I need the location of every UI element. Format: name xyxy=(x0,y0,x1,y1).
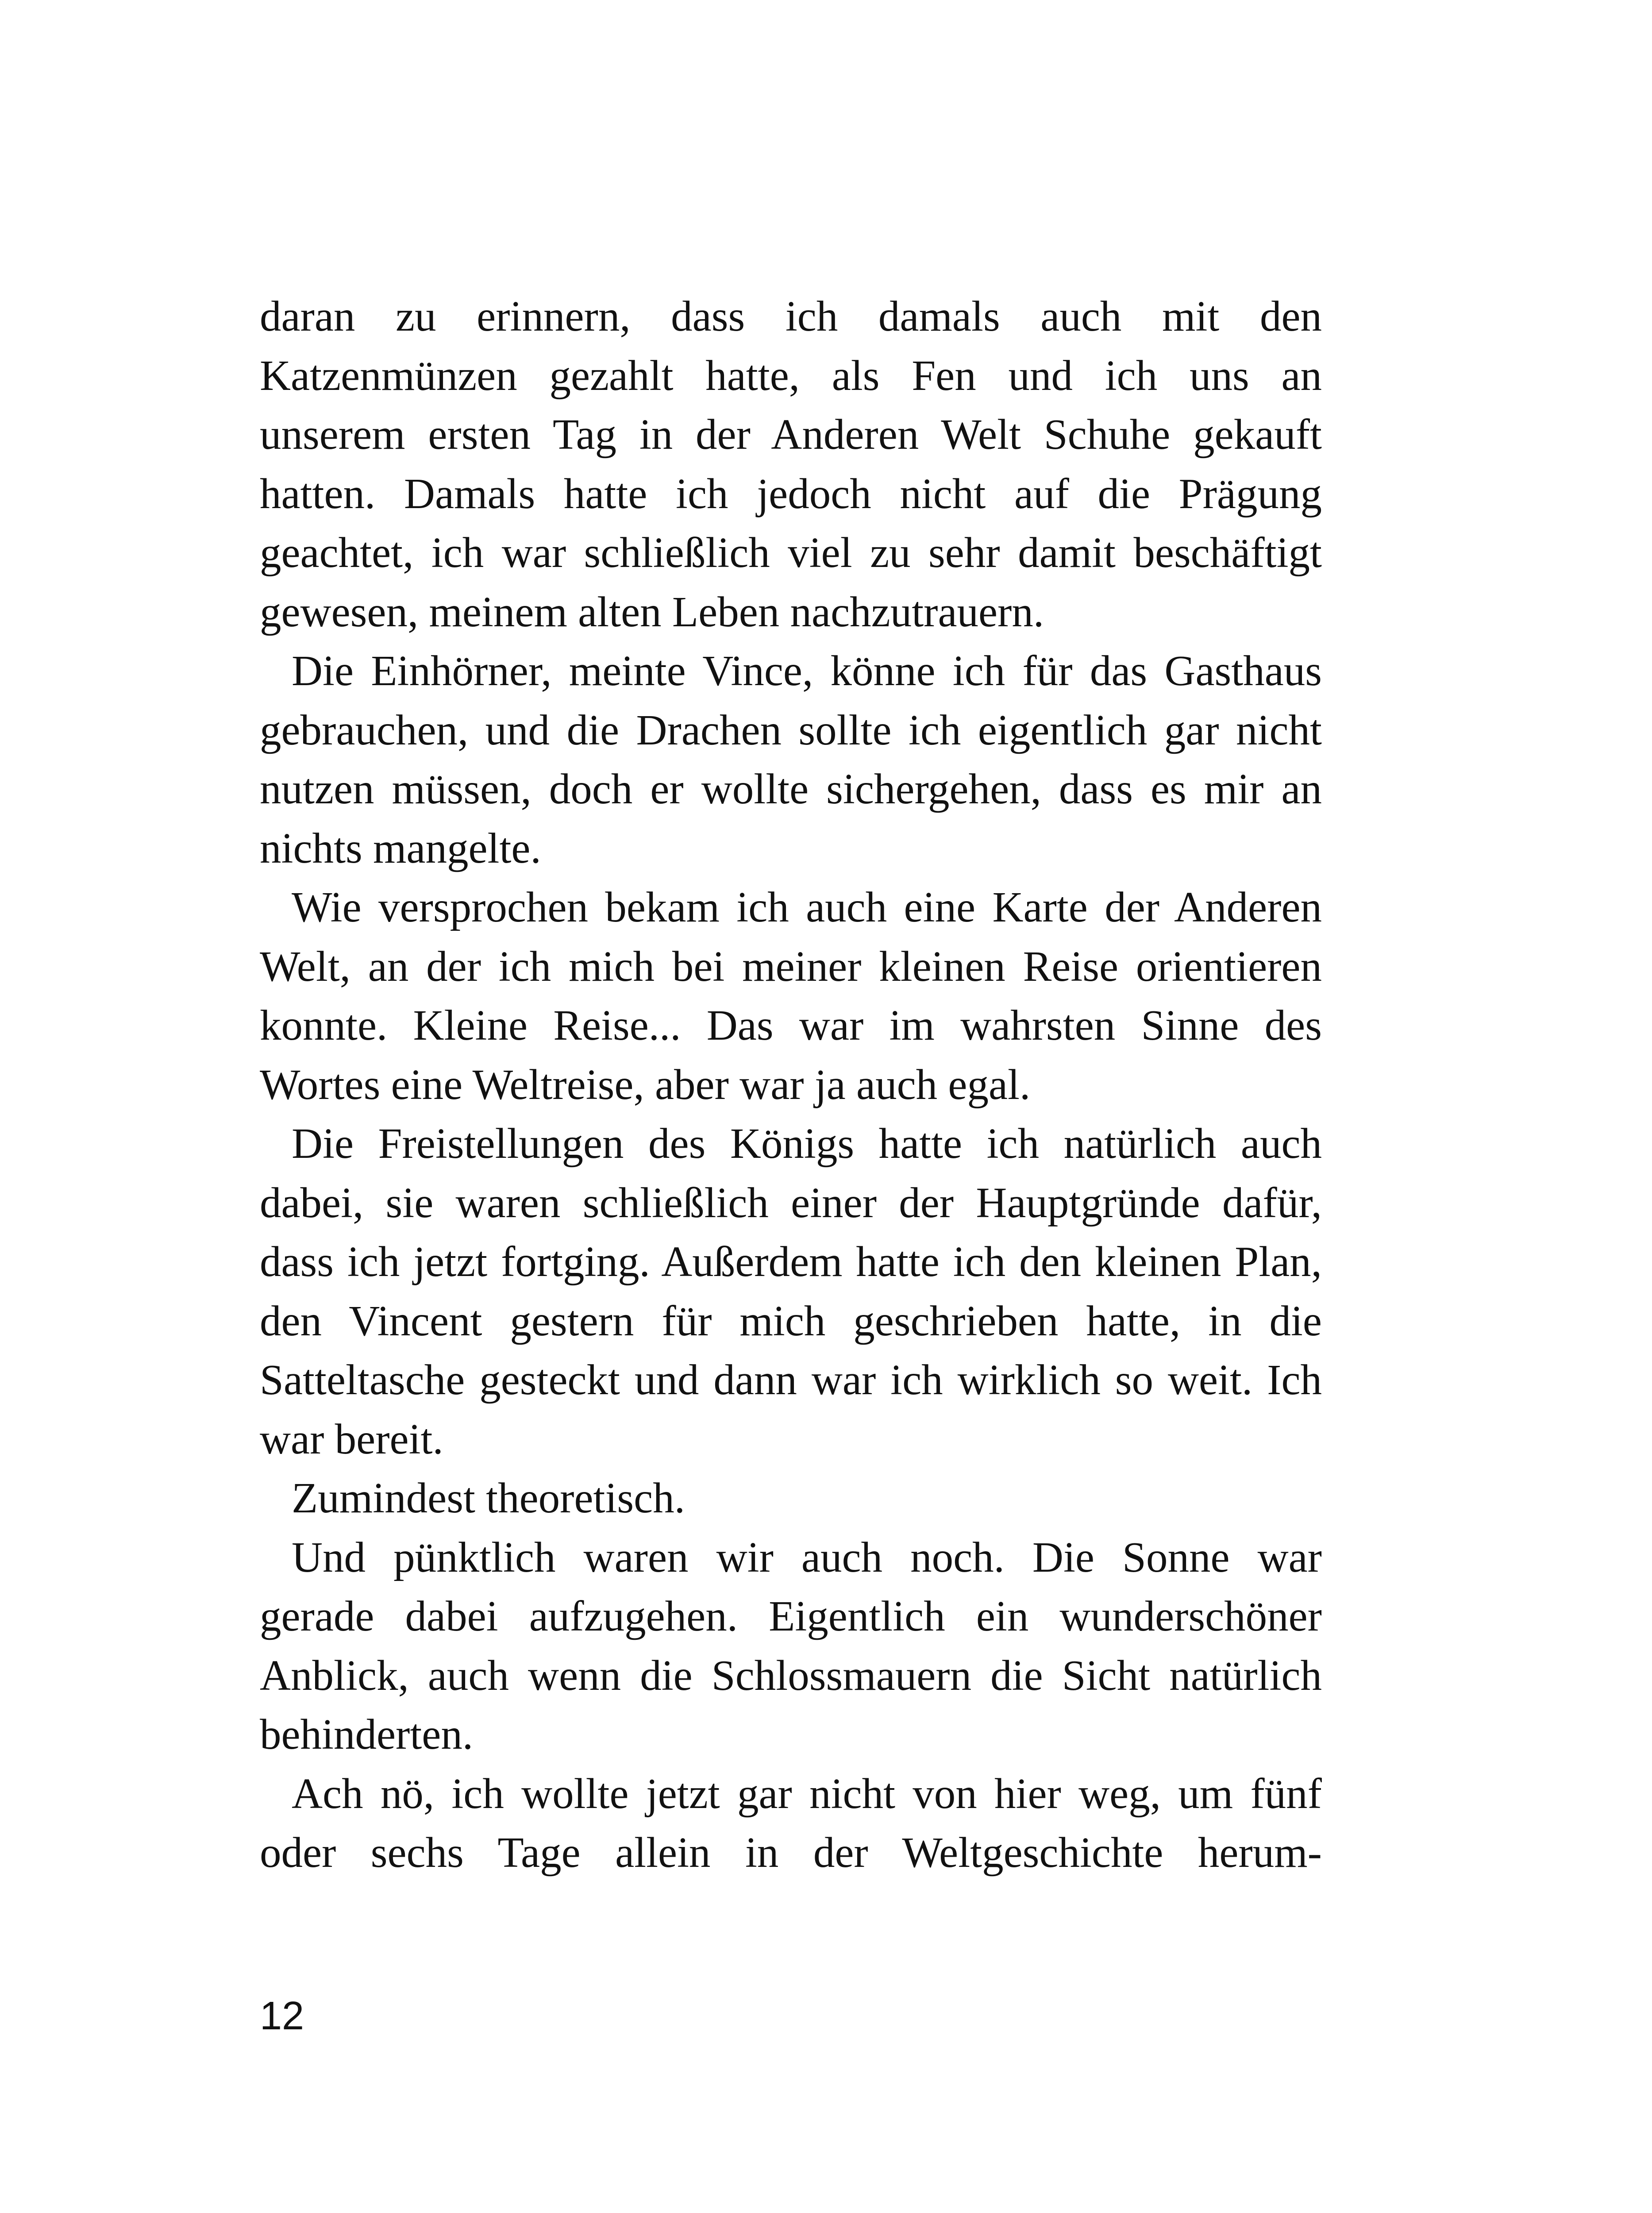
text-line: oder sechs Tage allein in der Weltgeschichte herum- xyxy=(260,1829,1322,1876)
text-line: geachtet, ich war schließlich viel zu sehr damit beschäftigt xyxy=(260,529,1322,576)
text-line: Anblick, auch wenn die Schlossmauern die Sicht natürlich xyxy=(260,1651,1322,1699)
text-line: Zumindest theoretisch. xyxy=(292,1474,685,1522)
text-line: behinderten. xyxy=(260,1711,474,1758)
text-line: Wie versprochen bekam ich auch eine Karte der Anderen xyxy=(292,883,1322,931)
paragraph xyxy=(260,1528,1322,1764)
paragraph xyxy=(260,1469,1322,1528)
text-line: dass ich jetzt fortging. Außerdem hatte ich den kleinen Plan, xyxy=(260,1238,1322,1285)
text-line: Die Freistellungen des Königs hatte ich natürlich auch xyxy=(292,1120,1322,1167)
paragraph xyxy=(260,878,1322,1114)
text-line: gewesen, meinem alten Leben nachzutrauern. xyxy=(260,588,1044,636)
text-line: nichts mangelte. xyxy=(260,824,541,872)
text-line: Welt, an der ich mich bei meiner kleinen Reise orientieren xyxy=(260,942,1322,990)
text-line: unserem ersten Tag in der Anderen Welt Schuhe gekauft xyxy=(260,411,1322,458)
text-line: den Vincent gestern für mich geschrieben hatte, in die xyxy=(260,1297,1322,1345)
text-line: war bereit. xyxy=(260,1415,443,1463)
paragraph xyxy=(260,641,1322,878)
text-line: hatten. Damals hatte ich jedoch nicht auf die Prägung xyxy=(260,470,1322,517)
paragraph xyxy=(260,287,1322,641)
text-line: gebrauchen, und die Drachen sollte ich eigentlich gar nicht xyxy=(260,706,1322,754)
body-text xyxy=(260,287,1322,1882)
text-line: Und pünktlich waren wir auch noch. Die Sonne war xyxy=(292,1533,1322,1581)
text-line: Wortes eine Weltreise, aber war ja auch egal. xyxy=(260,1060,1031,1108)
text-line: dabei, sie waren schließlich einer der Hauptgründe dafür, xyxy=(260,1179,1322,1226)
text-line: gerade dabei aufzugehen. Eigentlich ein wunderschöner xyxy=(260,1592,1322,1640)
text-line: Die Einhörner, meinte Vince, könne ich für das Gasthaus xyxy=(292,647,1322,694)
paragraph xyxy=(260,1764,1322,1882)
text-line: daran zu erinnern, dass ich damals auch mit den xyxy=(260,293,1322,340)
paragraph xyxy=(260,1114,1322,1469)
text-line: konnte. Kleine Reise... Das war im wahrsten Sinne des xyxy=(260,1002,1322,1049)
page-number: 12 xyxy=(260,1994,304,2038)
text-line: nutzen müssen, doch er wollte sichergehen, dass es mir an xyxy=(260,765,1322,813)
text-line: Katzenmünzen gezahlt hatte, als Fen und ich uns an xyxy=(260,351,1322,399)
text-line: Satteltasche gesteckt und dann war ich wirklich so weit. Ich xyxy=(260,1356,1322,1403)
text-line: Ach nö, ich wollte jetzt gar nicht von hier weg, um fünf xyxy=(292,1770,1322,1817)
